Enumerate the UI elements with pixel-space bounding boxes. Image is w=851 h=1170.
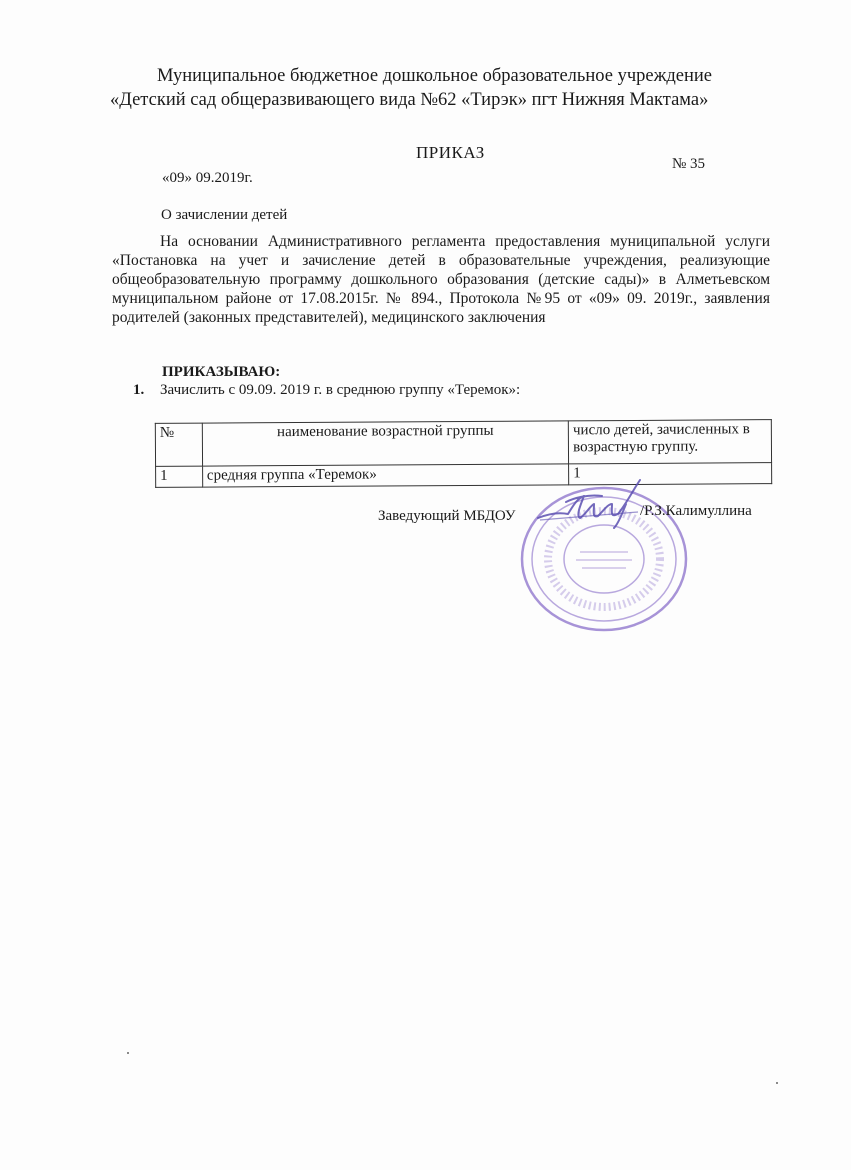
order-date: «09» 09.2019г. (162, 170, 253, 186)
decree-word: ПРИКАЗЫВАЮ: (162, 364, 281, 380)
scan-speck (127, 1052, 129, 1054)
table-cell: 1 (156, 466, 203, 487)
group-table (155, 419, 772, 488)
scan-speck (776, 1082, 778, 1084)
item-text: Зачислить с 09.09. 2019 г. в среднюю группу «Теремок»: (160, 382, 521, 398)
item-number: 1. (133, 382, 145, 398)
handwritten-signature (528, 474, 646, 530)
org-name-line1: Муниципальное бюджетное дошкольное образовательное учреждение (157, 66, 712, 86)
order-number: № 35 (672, 156, 706, 172)
order-basis-paragraph: На основании Административного регламента предоставления муниципальной услуги «Постановка на учет и зачисление детей в образовательные учреждения, реализующие общеобразовательную программу дошкольного образования (детские сады)» в Алметьевском муниципальном районе от 17.08.2015г. № 894., Протокола №95 от «09» 09. 2019г., заявления родителей (законных представителей), медицинского заключения (112, 233, 770, 326)
table-header-cell: № (155, 423, 202, 466)
table-cell: 1 (569, 463, 772, 485)
org-name-line2: «Детский сад общеразвивающего вида №62 «Тирэк» пгт Нижняя Мактама» (110, 90, 709, 110)
order-subject: О зачислении детей (161, 207, 288, 223)
signature-position: Заведующий МБДОУ (378, 508, 516, 524)
table-cell: средняя группа «Теремок» (202, 464, 568, 487)
table-header-cell: число детей, зачисленных в возрастную группу. (568, 420, 771, 464)
table-header-row (155, 420, 771, 467)
table-header-cell: наименование возрастной группы (202, 421, 569, 466)
signature-name: /Р.З.Калимуллина (640, 503, 752, 519)
order-title: ПРИКАЗ (416, 143, 485, 162)
